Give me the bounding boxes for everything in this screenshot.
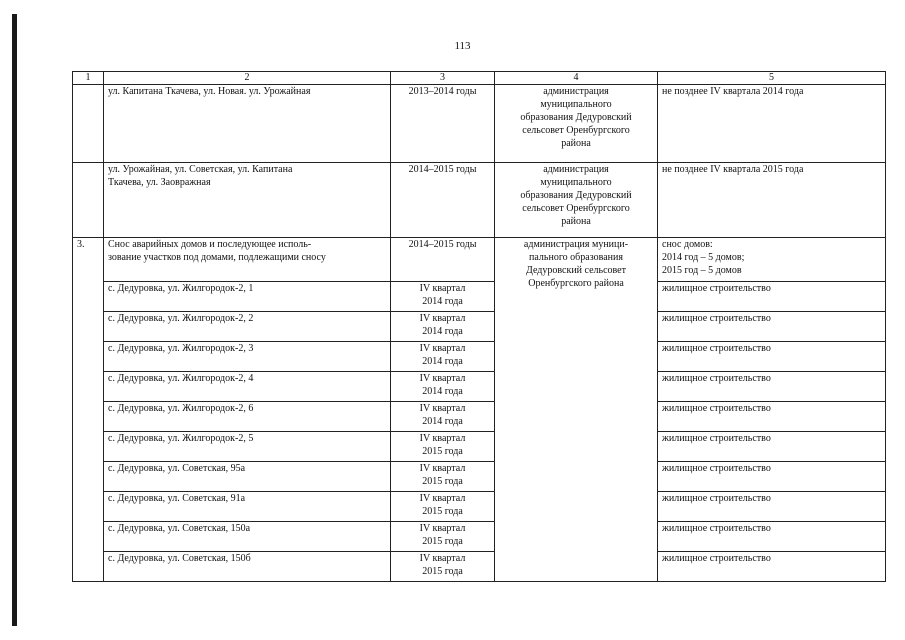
- table-row: [73, 163, 886, 238]
- period-cell: IV квартал 2014 года: [391, 402, 495, 432]
- result-cell: жилищное строительство: [658, 372, 886, 402]
- result-cell: жилищное строительство: [658, 522, 886, 552]
- table-row: [73, 552, 886, 582]
- address-cell: с. Дедуровка, ул. Советская, 150б: [104, 552, 391, 582]
- table-row: [73, 462, 886, 492]
- address-cell: с. Дедуровка, ул. Жилгородок-2, 5: [104, 432, 391, 462]
- table-row: [73, 312, 886, 342]
- period-cell: IV квартал 2015 года: [391, 522, 495, 552]
- header-row: [73, 72, 886, 85]
- table-row: [73, 402, 886, 432]
- number-cell: [73, 85, 104, 163]
- result-cell: жилищное строительство: [658, 492, 886, 522]
- period-cell: IV квартал 2014 года: [391, 312, 495, 342]
- address-cell: с. Дедуровка, ул. Жилгородок-2, 1: [104, 282, 391, 312]
- address-cell: с. Дедуровка, ул. Советская, 95а: [104, 462, 391, 492]
- number-cell: [73, 163, 104, 238]
- period-cell: 2014–2015 годы: [391, 163, 495, 238]
- table-row: [73, 342, 886, 372]
- header-col-5: 5: [658, 72, 886, 85]
- table-row: [73, 282, 886, 312]
- result-cell: жилищное строительство: [658, 402, 886, 432]
- section-title: Снос аварийных домов и последующее исполь- зование участков под домами, подлежащими сносу: [104, 238, 391, 282]
- table-row: [73, 85, 886, 163]
- period-cell: IV квартал 2015 года: [391, 552, 495, 582]
- address-cell: с. Дедуровка, ул. Советская, 91а: [104, 492, 391, 522]
- period-cell: IV квартал 2014 года: [391, 372, 495, 402]
- section-period: 2014–2015 годы: [391, 238, 495, 282]
- address-cell: с. Дедуровка, ул. Жилгородок-2, 6: [104, 402, 391, 432]
- section-3-row: [73, 238, 886, 282]
- period-cell: IV квартал 2014 года: [391, 342, 495, 372]
- table-row: [73, 522, 886, 552]
- period-cell: IV квартал 2014 года: [391, 282, 495, 312]
- address-cell: с. Дедуровка, ул. Жилгородок-2, 4: [104, 372, 391, 402]
- address-cell: с. Дедуровка, ул. Советская, 150а: [104, 522, 391, 552]
- result-cell: не позднее IV квартала 2015 года: [658, 163, 886, 238]
- address-cell: с. Дедуровка, ул. Жилгородок-2, 3: [104, 342, 391, 372]
- period-cell: 2013–2014 годы: [391, 85, 495, 163]
- measures-table: [72, 71, 886, 582]
- binding-edge-mark: [12, 14, 17, 626]
- result-cell: жилищное строительство: [658, 312, 886, 342]
- period-cell: IV квартал 2015 года: [391, 432, 495, 462]
- period-cell: IV квартал 2015 года: [391, 492, 495, 522]
- result-cell: жилищное строительство: [658, 462, 886, 492]
- page-number: 113: [454, 40, 471, 52]
- result-cell: жилищное строительство: [658, 342, 886, 372]
- header-col-2: 2: [104, 72, 391, 85]
- table-row: [73, 372, 886, 402]
- result-cell: не позднее IV квартала 2014 года: [658, 85, 886, 163]
- result-cell: жилищное строительство: [658, 552, 886, 582]
- table-row: [73, 432, 886, 462]
- period-cell: IV квартал 2015 года: [391, 462, 495, 492]
- header-col-4: 4: [495, 72, 658, 85]
- result-cell: жилищное строительство: [658, 432, 886, 462]
- table-row: [73, 492, 886, 522]
- street-cell: ул. Урожайная, ул. Советская, ул. Капитана Ткачева, ул. Заовражная: [104, 163, 391, 238]
- street-cell: ул. Капитана Ткачева, ул. Новая. ул. Урожайная: [104, 85, 391, 163]
- executor-cell: администрация муниципального образования Дедуровский сельсовет Оренбургского района: [495, 163, 658, 238]
- section-number: 3.: [73, 238, 104, 582]
- result-cell: жилищное строительство: [658, 282, 886, 312]
- executor-cell: администрация муниципального образования Дедуровский сельсовет Оренбургского района: [495, 85, 658, 163]
- header-col-1: 1: [73, 72, 104, 85]
- section-result: снос домов: 2014 год – 5 домов; 2015 год – 5 домов: [658, 238, 886, 282]
- section-executor: администрация муници- пального образования Дедуровский сельсовет Оренбургского района: [495, 238, 658, 582]
- address-cell: с. Дедуровка, ул. Жилгородок-2, 2: [104, 312, 391, 342]
- header-col-3: 3: [391, 72, 495, 85]
